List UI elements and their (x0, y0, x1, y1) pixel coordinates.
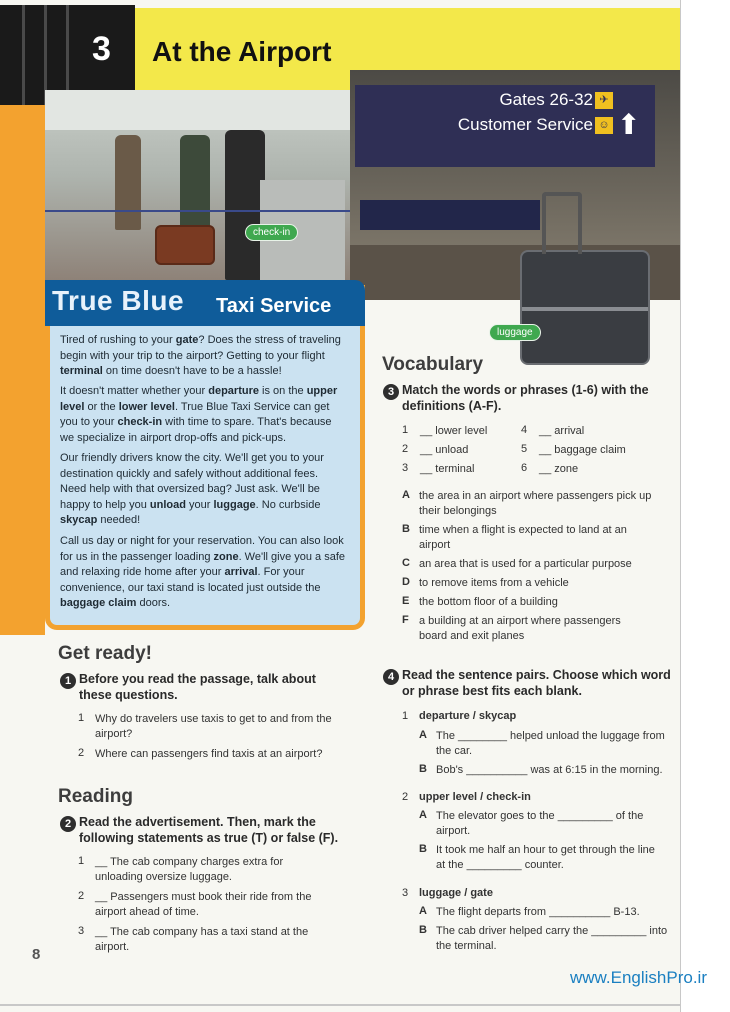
question-prompt: Read the advertisement. Then, mark the following statements as true (T) or false (F). (79, 815, 339, 845)
question-prompt: Before you read the passage, talk about these questions. (79, 672, 316, 702)
definition-letter: D (402, 576, 410, 588)
item-number: 1 (78, 712, 85, 724)
ad-paragraph: Our friendly drivers know the city. We'll get you to your destination quickly and safely without additional fees. Need help with that oversized bag? Just ask. We'll be happy to help you unload your luggage. No curbside skycap needed! (60, 452, 324, 526)
question-number: 4 (383, 669, 399, 685)
sentence: Bob's __________ was at 6:15 in the morning. (436, 764, 663, 776)
definition-letter: B (402, 523, 410, 535)
sentence-letter: B (419, 843, 427, 855)
sentence: The ________ helped unload the luggage from the car. (436, 730, 665, 757)
word-pair: upper level / check-in (419, 791, 531, 803)
item-number: 5 (521, 443, 528, 455)
bag-strap (522, 307, 648, 311)
rope-barrier (45, 210, 350, 212)
vocab-word: __ terminal (420, 463, 475, 475)
traveler-figure (180, 135, 210, 235)
gates-label: Gates 26-32 (499, 90, 593, 109)
check-in-tag: check-in (245, 224, 298, 241)
sentence-letter: B (419, 924, 427, 936)
word-pair: departure / skycap (419, 710, 517, 722)
vocab-word: __ lower level (420, 425, 488, 437)
definition: an area that is used for a particular purpose (419, 558, 632, 570)
ad-subtitle: Taxi Service (216, 295, 332, 317)
definition-letter: A (402, 489, 410, 501)
ad-paragraph: Call us day or night for your reservation. You can also look for us in the passenger loading zone. We'll give you a safe and relaxing ride home after your arrival. For your convenience, our taxi stand is located just outside the baggage claim doors. (60, 535, 346, 609)
unit-title: At the Airport (152, 36, 332, 67)
sentence: It took me half an hour to get through the line at the _________ counter. (436, 844, 655, 871)
ad-title: True Blue (52, 285, 185, 316)
definition: the bottom floor of a building (419, 596, 558, 608)
item-number: 1 (78, 855, 85, 867)
item-number: 2 (402, 791, 409, 803)
sentence-letter: B (419, 763, 427, 775)
traveler-figure (225, 130, 265, 280)
definition: a building at an airport where passengers board and exit planes (419, 615, 621, 642)
statement-item: __ The cab company has a taxi stand at the airport. (95, 926, 309, 953)
definition-letter: C (402, 557, 410, 569)
sentence: The cab driver helped carry the _________ into the terminal. (436, 925, 668, 952)
page-number: 8 (32, 946, 41, 963)
bag-handle (542, 192, 582, 254)
item-number: 3 (402, 887, 409, 899)
side-band (0, 105, 45, 635)
question-prompt: Match the words or phrases (1-6) with the definitions (A-F). (402, 383, 649, 413)
arrow-up-icon: ⬆ (617, 109, 641, 140)
vocab-word: __ zone (539, 463, 579, 475)
watermark-url[interactable]: www.EnglishPro.ir (570, 968, 707, 987)
page-margin (680, 0, 730, 1012)
item-number: 3 (78, 925, 85, 937)
question-number: 3 (383, 384, 399, 400)
statement-item: __ Passengers must book their ride from the airport ahead of time. (95, 891, 312, 918)
sentence: The flight departs from __________ B-13. (436, 906, 640, 918)
page-edge (0, 1004, 680, 1006)
definition: time when a flight is expected to land at an airport (419, 524, 627, 551)
tab-stripe (22, 5, 25, 105)
definition: to remove items from a vehicle (419, 577, 569, 589)
ad-paragraph: It doesn't matter whether your departure is on the upper level or the lower level. True Blue Taxi Service can get you to your check-in with time to spare. That's because we specialize in airport drop-offs and pick-ups. (60, 385, 338, 444)
item-number: 2 (78, 747, 85, 759)
question-prompt: Read the sentence pairs. Choose which word or phrase best fits each blank. (402, 668, 671, 698)
ceiling (45, 90, 350, 130)
ad-paragraph: Tired of rushing to your gate? Does the stress of traveling begin with your trip to the airport? Getting to your flight terminal on time doesn't have to be a hassle! (60, 334, 341, 377)
unit-number: 3 (92, 30, 111, 68)
item-number: 1 (402, 710, 409, 722)
overhead-sign (355, 85, 655, 167)
item-number: 2 (402, 443, 409, 455)
vocabulary-heading: Vocabulary (382, 354, 484, 375)
item-number: 1 (402, 424, 409, 436)
item-number: 6 (521, 462, 528, 474)
suitcase (155, 225, 215, 265)
item-number: 4 (521, 424, 528, 436)
vocab-word: __ arrival (539, 425, 585, 437)
sentence-letter: A (419, 729, 427, 741)
background-sign (360, 200, 540, 230)
sentence-letter: A (419, 809, 427, 821)
people-icon: ☺ (595, 117, 613, 134)
traveler-figure (115, 135, 141, 230)
question-item: Where can passengers find taxis at an airport? (95, 748, 323, 760)
luggage-image (520, 250, 650, 365)
word-pair: luggage / gate (419, 887, 493, 899)
airplane-icon: ✈ (595, 92, 613, 109)
question-number: 2 (60, 816, 76, 832)
question-item: Why do travelers use taxis to get to and from the airport? (95, 713, 332, 740)
get-ready-heading: Get ready! (58, 643, 152, 664)
sentence: The elevator goes to the _________ of the airport. (436, 810, 644, 837)
definition: the area in an airport where passengers pick up their belongings (419, 490, 652, 517)
check-in-photo (45, 90, 350, 280)
luggage-tag: luggage (489, 324, 541, 341)
definition-letter: E (402, 595, 410, 607)
sentence-letter: A (419, 905, 427, 917)
item-number: 2 (78, 890, 85, 902)
reading-heading: Reading (58, 786, 133, 807)
item-number: 3 (402, 462, 409, 474)
definition-letter: F (402, 614, 409, 626)
statement-item: __ The cab company charges extra for unloading oversize luggage. (95, 856, 284, 883)
customer-service-label: Customer Service (457, 115, 593, 134)
vocab-word: __ unload (420, 444, 469, 456)
vocab-word: __ baggage claim (539, 444, 626, 456)
question-number: 1 (60, 673, 76, 689)
